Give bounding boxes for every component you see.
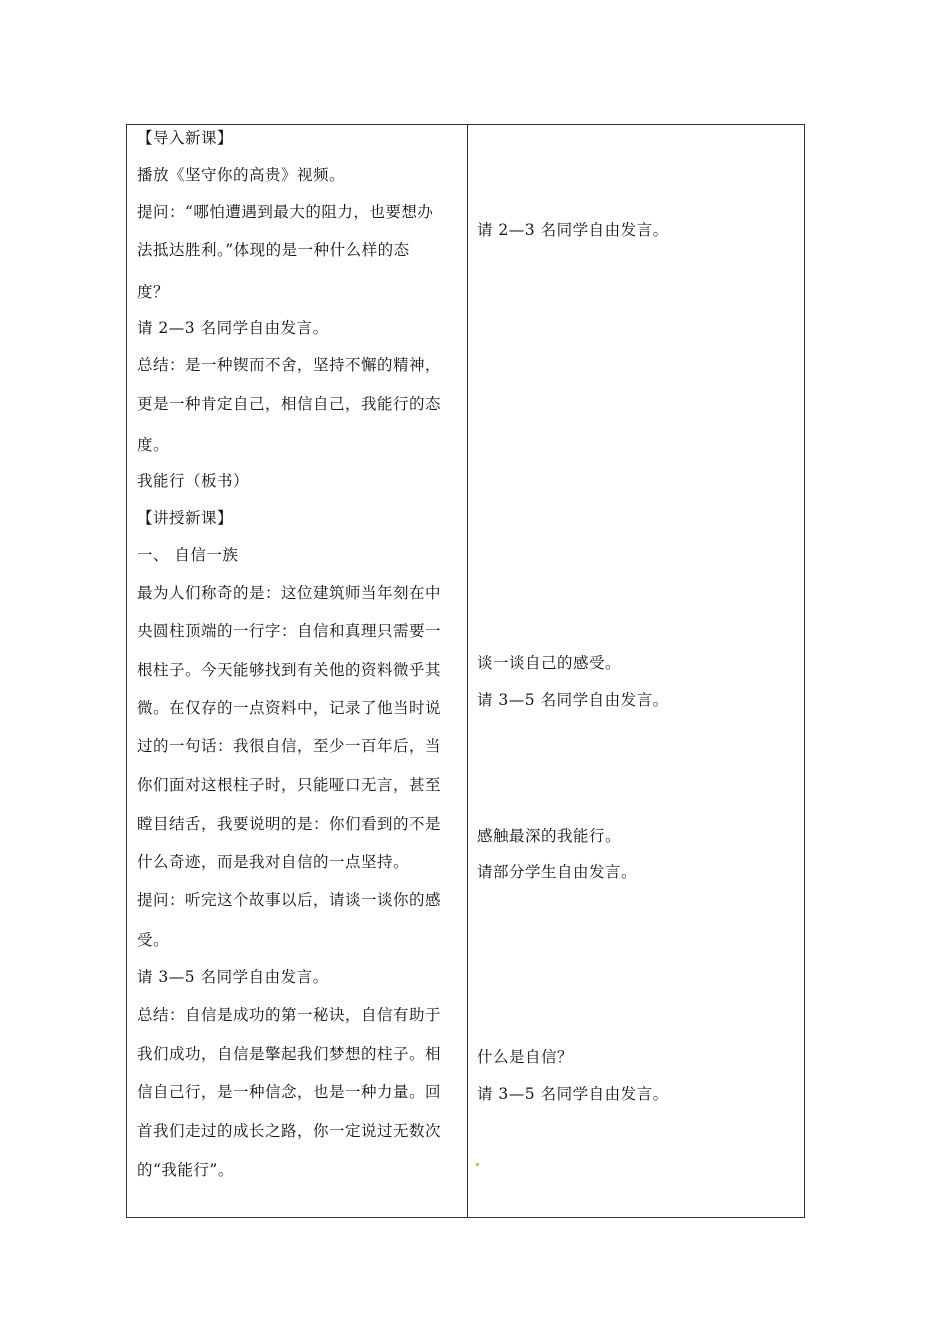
left-line: 请 2—3 名同学自由发言。 <box>137 319 329 337</box>
left-line: 更是一种肯定自己，相信自己，我能行的态 <box>137 395 442 413</box>
left-line: 信自己行，是一种信念，也是一种力量。回 <box>137 1083 442 1101</box>
left-line: 法抵达胜利。”体现的是一种什么样的态 <box>137 241 410 259</box>
left-line: 什么奇迹，而是我对自信的一点坚持。 <box>137 853 410 871</box>
left-line: 受。 <box>137 931 170 949</box>
left-line: 总结：是一种锲而不舍，坚持不懈的精神， <box>137 356 442 374</box>
right-line: 请 2—3 名同学自由发言。 <box>477 221 669 239</box>
left-line: 你们面对这根柱子时，只能哑口无言，甚至 <box>137 776 442 794</box>
column-divider <box>467 125 468 1217</box>
left-line: 瞠目结舌，我要说明的是：你们看到的不是 <box>137 815 442 833</box>
left-line: 我能行（板书） <box>137 472 250 490</box>
left-line: 提问：“哪怕遭遇到最大的阻力，也要想办 <box>137 203 434 221</box>
left-line: 过的一句话：我很自信，至少一百年后，当 <box>137 737 442 755</box>
right-line: 谈一谈自己的感受。 <box>477 654 622 672</box>
left-line: 的“我能行”。 <box>137 1161 234 1179</box>
left-line: 最为人们称奇的是：这位建筑师当年刻在中 <box>137 584 442 602</box>
left-line: 提问：听完这个故事以后，请谈一谈你的感 <box>137 891 442 909</box>
left-line: 请 3—5 名同学自由发言。 <box>137 968 329 986</box>
section-heading-lecture: 【讲授新课】 <box>137 509 234 527</box>
left-line: 央圆柱顶端的一行字：自信和真理只需要一 <box>137 622 442 640</box>
left-line: 首我们走过的成长之路，你一定说过无数次 <box>137 1122 442 1140</box>
left-line: 度？ <box>137 283 170 301</box>
right-line: 请部分学生自由发言。 <box>477 863 638 881</box>
section-heading-intro: 【导入新课】 <box>137 129 234 147</box>
left-line: 总结：自信是成功的第一秘诀，自信有助于 <box>137 1006 442 1024</box>
right-line: 请 3—5 名同学自由发言。 <box>477 1085 669 1103</box>
left-line: 播放《坚守你的高贵》视频。 <box>137 166 346 184</box>
stray-mark <box>476 1163 479 1166</box>
left-line: 一、 自信一族 <box>137 546 239 564</box>
left-line: 根柱子。今天能够找到有关他的资料微乎其 <box>137 661 442 679</box>
right-line: 什么是自信？ <box>477 1048 574 1066</box>
lesson-plan-table <box>126 124 805 1218</box>
right-line: 感触最深的我能行。 <box>477 827 622 845</box>
left-line: 微。在仅存的一点资料中，记录了他当时说 <box>137 699 442 717</box>
left-line: 度。 <box>137 436 170 454</box>
right-line: 请 3—5 名同学自由发言。 <box>477 691 669 709</box>
left-line: 我们成功，自信是擎起我们梦想的柱子。相 <box>137 1045 442 1063</box>
